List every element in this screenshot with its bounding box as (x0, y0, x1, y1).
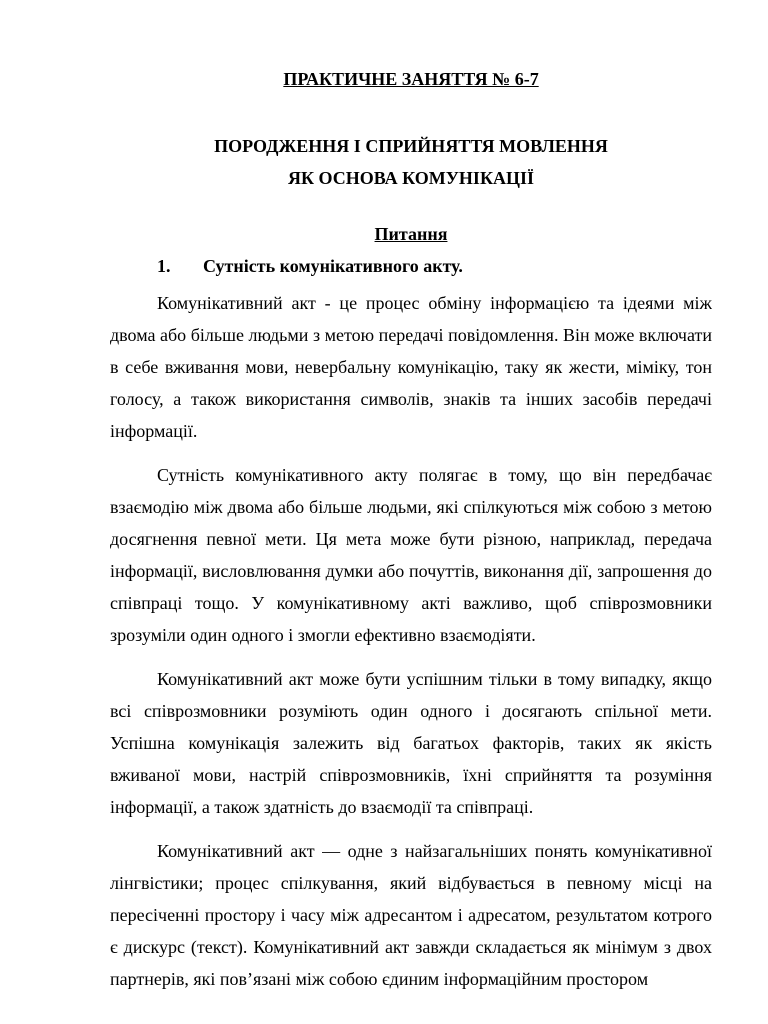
question-text: Сутність комунікативного акту. (203, 256, 463, 276)
document-page (110, 0, 712, 1024)
paragraph: Комунікативний акт - це процес обміну інформацією та ідеями між двома або більше людьми з метою передачі повідомлення. Він може включати в себе вживання мови, невербальну комунікацію, таку як жести, міміку, тон голосу, а також використання символів, знаків та інших засобів передачі інформації. (110, 293, 712, 441)
topic-heading (110, 130, 712, 194)
paragraph: Комунікативний акт — одне з найзагальніших понять комунікативної лінгвістики; процес спілкування, який відбувається в певному місці на пересіченні простору і часу між адресантом і адресатом, результатом котрого є дискурс (текст). Комунікативний акт завжди складається як мінімум з двох партнерів, які пов’язані між собою єдиним інформаційним простором (110, 841, 712, 989)
question-item-1 (157, 255, 463, 277)
topic-heading-line-2: ЯК ОСНОВА КОМУНІКАЦІЇ (287, 168, 534, 188)
paragraph: Комунікативний акт може бути успішним тільки в тому випадку, якщо всі співрозмовники розуміють один одного і досягають спільної мети. Успішна комунікація залежить від багатьох факторів, таких як якість вживаної мови, настрій співрозмовників, їхні сприйняття та розуміння інформації, а також здатність до взаємодії та співпраці. (110, 669, 712, 817)
question-number: 1. (157, 256, 171, 276)
topic-heading-line-1: ПОРОДЖЕННЯ І СПРИЙНЯТТЯ МОВЛЕННЯ (214, 136, 608, 156)
paragraph: Сутність комунікативного акту полягає в тому, що він передбачає взаємодію між двома або більше людьми, які спілкуються між собою з метою досягнення певної мети. Ця мета може бути різною, наприклад, передача інформації, висловлювання думки або почуттів, виконання дії, запрошення до співпраці тощо. У комунікативному акті важливо, щоб співрозмовники зрозуміли один одного і змогли ефективно взаємодіяти. (110, 465, 712, 645)
document-title: ПРАКТИЧНЕ ЗАНЯТТЯ № 6-7 (283, 69, 539, 89)
questions-heading: Питання (374, 224, 448, 244)
body-text (110, 287, 712, 1007)
